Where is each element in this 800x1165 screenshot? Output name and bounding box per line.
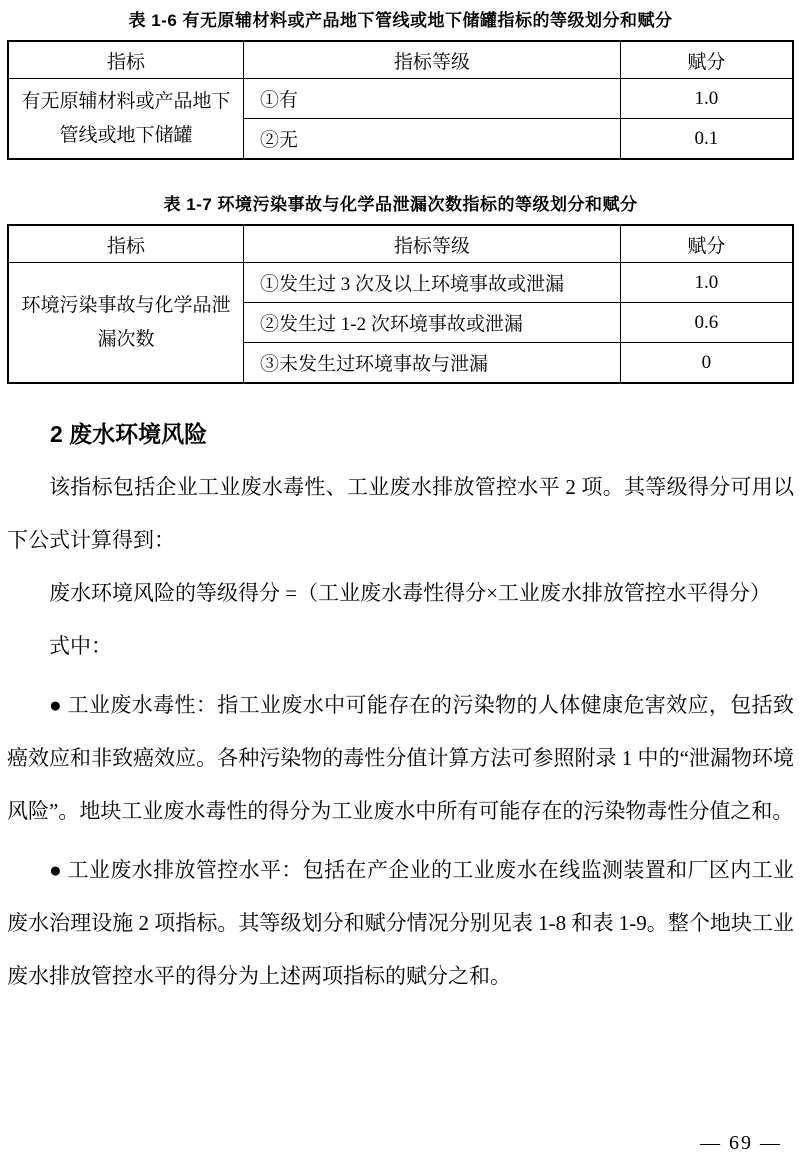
paragraph-bullet-control: ● 工业废水排放管控水平：包括在产企业的工业废水在线监测装置和厂区内工业废水治理设施 2 项指标。其等级划分和赋分情况分别见表 1-8 和表 1-9。整个地块工业废水排放管控水平的得分为上述两项指标的赋分之和。 — [7, 858, 794, 988]
table-1-7-header-score: 赋分 — [620, 225, 793, 263]
table-1-7-grade-cell-2: ②发生过 1-2 次环境事故或泄漏 — [244, 303, 621, 343]
section-heading: 2 废水环境风险 — [50, 421, 208, 447]
table-1-7-grade-cell-1: ①发生过 3 次及以上环境事故或泄漏 — [244, 263, 621, 303]
table-1-6-indicator-cell: 有无原辅材料或产品地下管线或地下储罐 — [8, 79, 244, 160]
table-1-6-header-score: 赋分 — [620, 41, 793, 79]
table-1-7-header-row — [8, 225, 793, 263]
page-number: — 69 — — [700, 1132, 782, 1154]
table-1-6-header-grade: 指标等级 — [244, 41, 621, 79]
body-text — [7, 461, 794, 1003]
table-row — [8, 263, 793, 303]
table-1-7-title: 表 1-7 环境污染事故与化学品泄漏次数指标的等级划分和赋分 — [163, 195, 638, 214]
table-1-6 — [7, 40, 794, 160]
table-1-7-score-cell-1: 1.0 — [620, 263, 793, 303]
paragraph-intro: 该指标包括企业工业废水毒性、工业废水排放管控水平 2 项。其等级得分可用以下公式计算得到： — [7, 475, 794, 552]
paragraph-formula: 废水环境风险的等级得分 =（工业废水毒性得分×工业废水排放管控水平得分） — [49, 581, 771, 605]
table-1-6-score-cell-1: 1.0 — [620, 79, 793, 119]
table-1-6-grade-cell-2: ②无 — [244, 119, 621, 160]
table-1-7-score-cell-3: 0 — [620, 343, 793, 384]
table-1-6-title: 表 1-6 有无原辅材料或产品地下管线或地下储罐指标的等级划分和赋分 — [128, 11, 673, 30]
table-1-6-grade-cell-1: ①有 — [244, 79, 621, 119]
table-1-7-score-cell-2: 0.6 — [620, 303, 793, 343]
table-1-7-indicator-cell: 环境污染事故与化学品泄漏次数 — [8, 263, 244, 384]
paragraph-bullet-toxicity: ● 工业废水毒性：指工业废水中可能存在的污染物的人体健康危害效应，包括致癌效应和非致癌效应。各种污染物的毒性分值计算方法可参照附录 1 中的“泄漏物环境风险”。地块工业废水毒性的得分为工业废水中所有可能存在的污染物毒性分值之和。 — [7, 693, 794, 823]
table-1-7-header-indicator: 指标 — [8, 225, 244, 263]
table-1-6-header-row — [8, 41, 793, 79]
table-row — [8, 79, 793, 119]
table-1-6-header-indicator: 指标 — [8, 41, 244, 79]
table-1-6-score-cell-2: 0.1 — [620, 119, 793, 160]
table-1-7-grade-cell-3: ③未发生过环境事故与泄漏 — [244, 343, 621, 384]
paragraph-where: 式中： — [49, 634, 112, 658]
table-1-7 — [7, 224, 794, 384]
table-1-7-header-grade: 指标等级 — [244, 225, 621, 263]
